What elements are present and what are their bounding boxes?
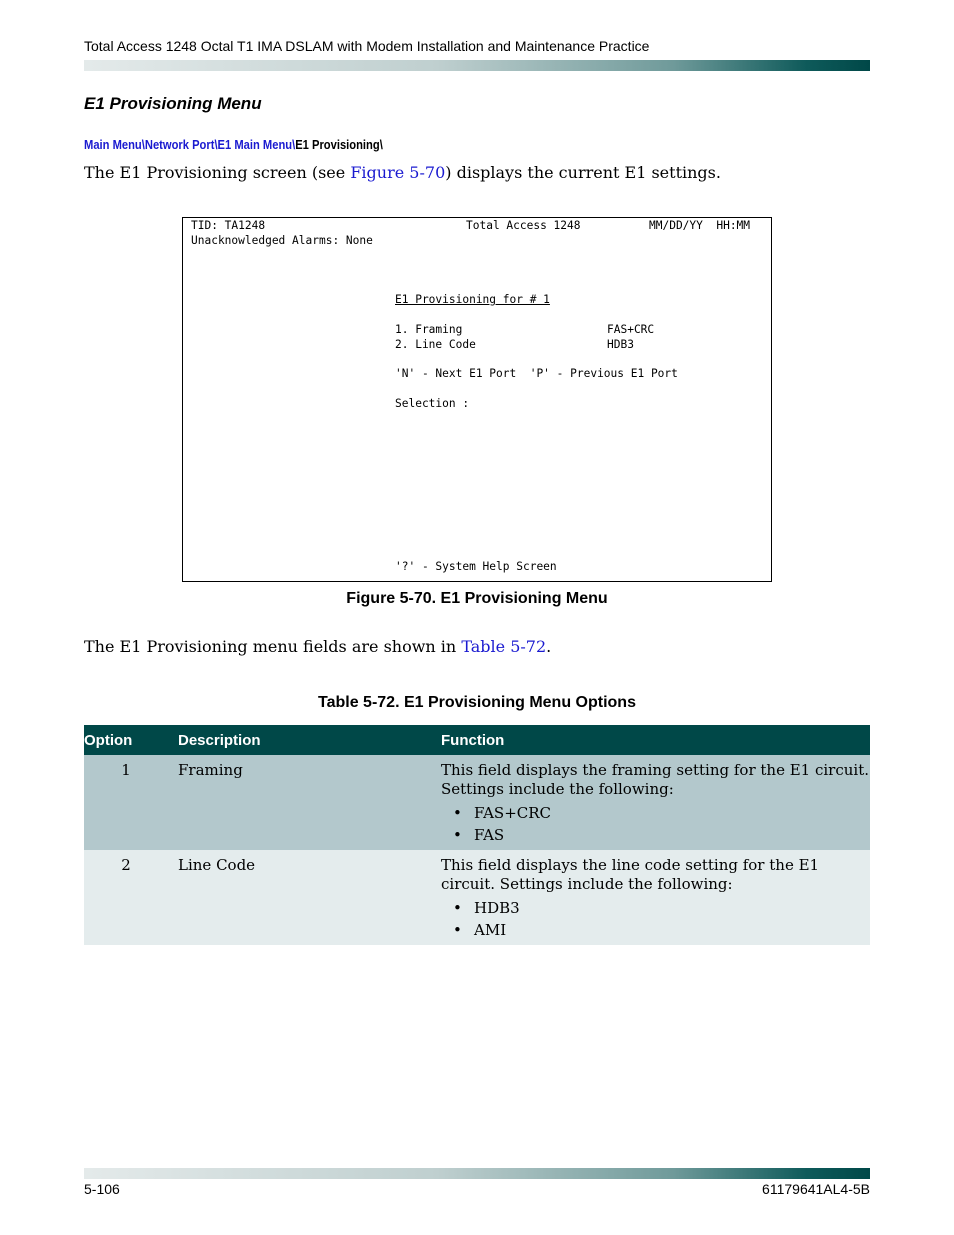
breadcrumb bbox=[84, 137, 383, 152]
table-row bbox=[84, 850, 870, 945]
fields-paragraph bbox=[84, 637, 551, 656]
screen-heading: E1 Provisioning for # 1 bbox=[395, 293, 550, 306]
intro-text-after: ) displays the current E1 settings. bbox=[445, 163, 721, 182]
screen-help-hint: '?' - System Help Screen bbox=[395, 560, 557, 573]
option-description: Line Code bbox=[178, 856, 256, 874]
document-number: 61179641AL4-5B bbox=[762, 1181, 870, 1197]
page-number: 5-106 bbox=[84, 1181, 120, 1197]
intro-text-before: The E1 Provisioning screen (see bbox=[84, 163, 351, 182]
screen-item-framing-label: 1. Framing bbox=[395, 323, 463, 336]
header-description: Description bbox=[168, 725, 431, 755]
screen-nav-hint: 'N' - Next E1 Port 'P' - Previous E1 Port bbox=[395, 367, 678, 380]
fields-text-after: . bbox=[546, 637, 552, 656]
screen-item-linecode-label: 2. Line Code bbox=[395, 338, 476, 351]
option-function: This field displays the framing setting for the E1 circuit. Settings include the following: bbox=[441, 761, 870, 798]
screen-product: Total Access 1248 bbox=[466, 219, 581, 232]
list-item: • FAS+CRC bbox=[474, 802, 870, 824]
screen-tid: TID: TA1248 bbox=[191, 219, 266, 232]
section-title: E1 Provisioning Menu bbox=[84, 94, 262, 113]
option-description: Framing bbox=[178, 761, 243, 779]
screen-item-linecode-value: HDB3 bbox=[607, 338, 634, 351]
table-caption: Table 5-72. E1 Provisioning Menu Options bbox=[318, 694, 636, 711]
intro-paragraph bbox=[84, 163, 721, 182]
breadcrumb-network-port-link[interactable]: Network Port\ bbox=[144, 137, 218, 152]
screen-alarms: Unacknowledged Alarms: None bbox=[191, 234, 373, 247]
screen-selection-prompt: Selection : bbox=[395, 397, 470, 410]
screen-datetime: MM/DD/YY HH:MM bbox=[649, 219, 751, 232]
option-number: 1 bbox=[121, 761, 131, 779]
options-table bbox=[84, 725, 870, 945]
list-item: • AMI bbox=[474, 919, 870, 941]
figure-caption: Figure 5-70. E1 Provisioning Menu bbox=[346, 590, 608, 607]
breadcrumb-current: E1 Provisioning\ bbox=[295, 137, 383, 152]
breadcrumb-e1-main-menu-link[interactable]: E1 Main Menu\ bbox=[217, 137, 296, 152]
fields-text-before: The E1 Provisioning menu fields are shown in bbox=[84, 637, 462, 656]
option-function: This field displays the line code setting for the E1 circuit. Settings include the following: bbox=[441, 856, 820, 893]
screen-item-framing-value: FAS+CRC bbox=[607, 323, 655, 336]
option-number: 2 bbox=[121, 856, 131, 874]
figure-link[interactable]: Figure 5-70 bbox=[350, 163, 446, 182]
header-function: Function bbox=[431, 725, 870, 755]
list-item: • FAS bbox=[474, 824, 870, 846]
footer-rule bbox=[84, 1168, 870, 1179]
settings-list bbox=[441, 897, 870, 941]
header-option: Option bbox=[84, 725, 168, 755]
breadcrumb-main-menu-link[interactable]: Main Menu\ bbox=[84, 137, 145, 152]
settings-list bbox=[441, 802, 870, 846]
header-rule bbox=[84, 60, 870, 71]
table-link[interactable]: Table 5-72 bbox=[461, 637, 547, 656]
running-header: Total Access 1248 Octal T1 IMA DSLAM with Modem Installation and Maintenance Practice bbox=[84, 38, 650, 54]
terminal-screen bbox=[182, 217, 772, 582]
list-item: • HDB3 bbox=[474, 897, 870, 919]
table-header-row bbox=[84, 725, 870, 755]
table-row bbox=[84, 755, 870, 850]
